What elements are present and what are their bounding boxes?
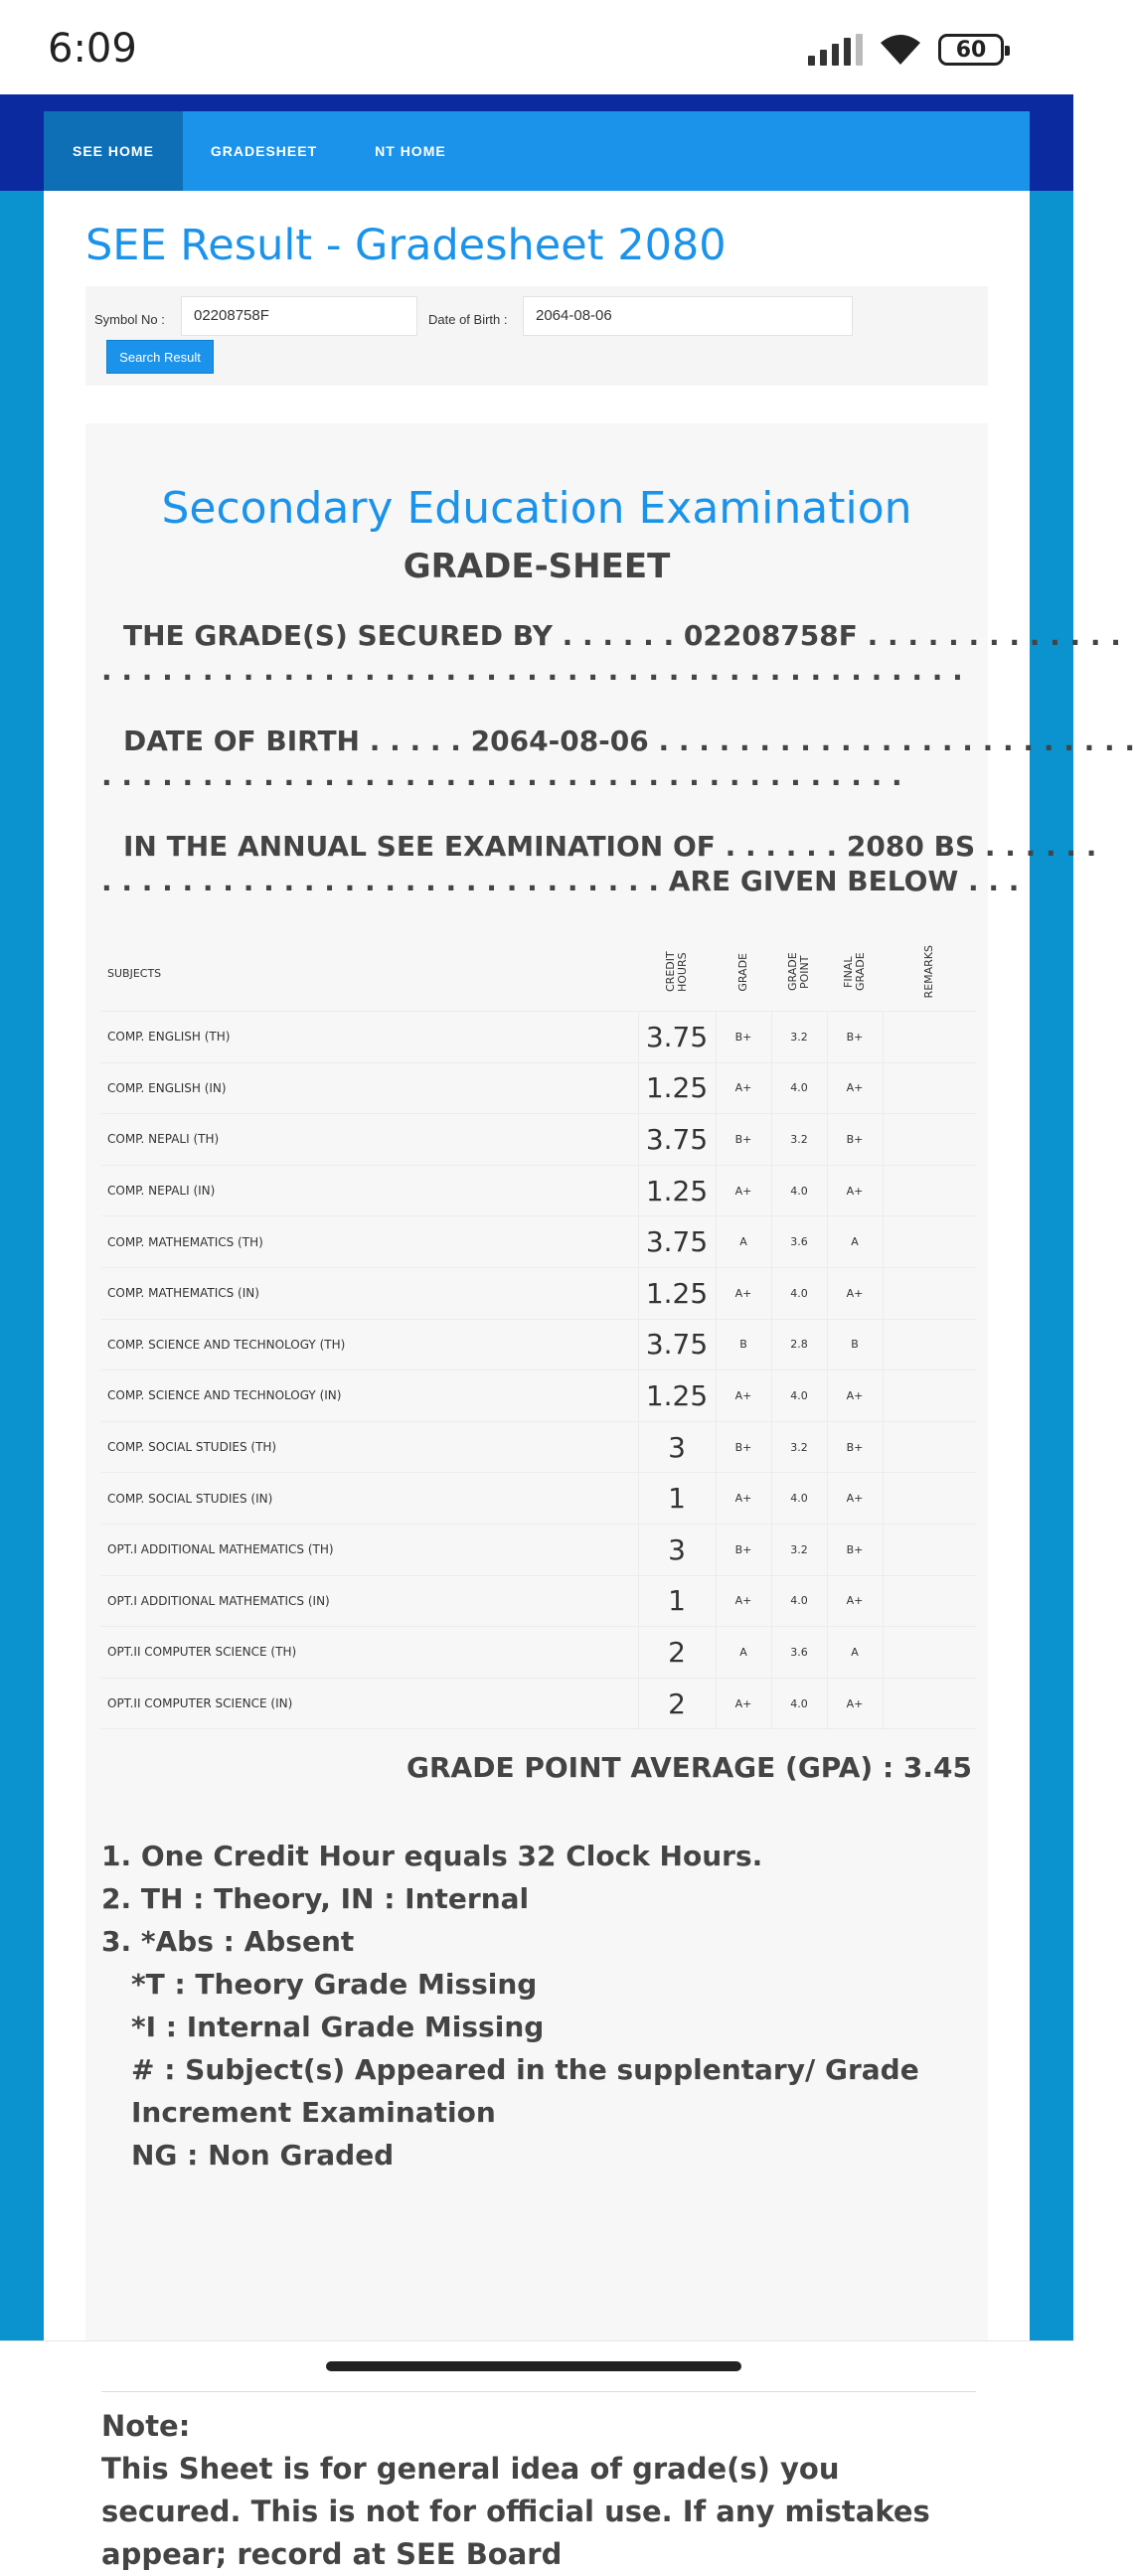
header-credit-hours: CREDIT HOURS: [664, 951, 689, 993]
credit-hours-cell: 1.25: [638, 1370, 716, 1422]
remarks-cell: [883, 1165, 976, 1216]
subject-cell: COMP. ENGLISH (IN): [101, 1062, 638, 1114]
dob-input[interactable]: 2064-08-06: [523, 296, 853, 336]
subject-cell: COMP. MATHEMATICS (TH): [101, 1216, 638, 1268]
subject-cell: OPT.II COMPUTER SCIENCE (IN): [101, 1678, 638, 1729]
legend-line: *T : Theory Grade Missing: [131, 1968, 538, 2001]
table-row: [101, 1012, 976, 1063]
table-row: [101, 1575, 976, 1627]
legend-notes: [101, 1835, 976, 2176]
grade-cell: B+: [716, 1114, 771, 1166]
credit-hours-cell: 3: [638, 1421, 716, 1473]
remarks-cell: [883, 1267, 976, 1319]
credit-hours-cell: 2: [638, 1678, 716, 1729]
subject-cell: OPT.II COMPUTER SCIENCE (TH): [101, 1627, 638, 1679]
table-row: [101, 1627, 976, 1679]
grade-cell: B+: [716, 1421, 771, 1473]
credit-hours-cell: 3.75: [638, 1216, 716, 1268]
grade-cell: A+: [716, 1678, 771, 1729]
header-final-grade: FINAL GRADE: [842, 952, 867, 992]
credit-hours-cell: 1: [638, 1575, 716, 1627]
grade-point-cell: 3.2: [771, 1114, 827, 1166]
table-row: [101, 1421, 976, 1473]
table-header-row: [101, 936, 976, 1012]
remarks-cell: [883, 1524, 976, 1575]
grade-cell: A+: [716, 1267, 771, 1319]
credit-hours-cell: 1.25: [638, 1267, 716, 1319]
table-row: [101, 1473, 976, 1525]
nav-gradesheet[interactable]: GRADESHEET: [210, 143, 318, 159]
legend-line: NG : Non Graded: [131, 2139, 395, 2172]
grade-point-cell: 4.0: [771, 1575, 827, 1627]
credit-hours-cell: 1.25: [638, 1062, 716, 1114]
dob-label: Date of Birth :: [428, 312, 508, 327]
final-grade-cell: A+: [827, 1267, 883, 1319]
secured-by-line2: . . . . . . . . . . . . . . . . . . . . . . . . . . . . . . . . . . . . . . . . . . .: [101, 654, 963, 687]
subject-cell: COMP. SOCIAL STUDIES (TH): [101, 1421, 638, 1473]
symbol-input[interactable]: 02208758F: [181, 296, 417, 336]
grades-table: [101, 936, 976, 1729]
grade-point-cell: 4.0: [771, 1062, 827, 1114]
remarks-cell: [883, 1216, 976, 1268]
remarks-cell: [883, 1062, 976, 1114]
credit-hours-cell: 1.25: [638, 1165, 716, 1216]
symbol-label: Symbol No :: [94, 312, 165, 327]
exam-line1: IN THE ANNUAL SEE EXAMINATION OF . . . . . . 2080 BS . . . . . .: [123, 830, 1097, 863]
subject-cell: COMP. NEPALI (IN): [101, 1165, 638, 1216]
note-block: [101, 2405, 976, 2576]
credit-hours-cell: 3: [638, 1524, 716, 1575]
grade-point-cell: 2.8: [771, 1319, 827, 1370]
table-row: [101, 1319, 976, 1370]
grade-point-cell: 3.6: [771, 1627, 827, 1679]
battery-icon: [938, 34, 1004, 66]
table-row: [101, 1165, 976, 1216]
search-form: [85, 286, 988, 386]
battery-level: 60: [955, 37, 987, 63]
remarks-cell: [883, 1370, 976, 1422]
subject-cell: COMP. SCIENCE AND TECHNOLOGY (IN): [101, 1370, 638, 1422]
grade-point-cell: 3.2: [771, 1012, 827, 1063]
grade-cell: A+: [716, 1062, 771, 1114]
grade-cell: A+: [716, 1473, 771, 1525]
header-subjects: SUBJECTS: [107, 967, 162, 980]
signal-icon: [808, 34, 863, 66]
grade-cell: A+: [716, 1165, 771, 1216]
grade-cell: B+: [716, 1012, 771, 1063]
remarks-cell: [883, 1473, 976, 1525]
grade-point-cell: 4.0: [771, 1267, 827, 1319]
subject-cell: OPT.I ADDITIONAL MATHEMATICS (TH): [101, 1524, 638, 1575]
legend-line: *I : Internal Grade Missing: [131, 2011, 545, 2043]
grade-cell: A: [716, 1627, 771, 1679]
grade-cell: B+: [716, 1524, 771, 1575]
remarks-cell: [883, 1114, 976, 1166]
legend-line: 3. *Abs : Absent: [101, 1925, 355, 1958]
final-grade-cell: A+: [827, 1062, 883, 1114]
subject-cell: OPT.I ADDITIONAL MATHEMATICS (IN): [101, 1575, 638, 1627]
secured-by-line1: THE GRADE(S) SECURED BY . . . . . . 02208758F . . . . . . . . . . . . .: [123, 619, 1121, 652]
grade-cell: A+: [716, 1370, 771, 1422]
search-result-button[interactable]: Search Result: [106, 340, 214, 374]
credit-hours-cell: 3.75: [638, 1319, 716, 1370]
sheet-title: Secondary Education Examination: [161, 483, 912, 534]
divider: [101, 2391, 976, 2392]
legend-line: 2. TH : Theory, IN : Internal: [101, 1882, 530, 1915]
final-grade-cell: A+: [827, 1575, 883, 1627]
remarks-cell: [883, 1575, 976, 1627]
remarks-cell: [883, 1627, 976, 1679]
grade-point-cell: 3.6: [771, 1216, 827, 1268]
final-grade-cell: B+: [827, 1421, 883, 1473]
subject-cell: COMP. SCIENCE AND TECHNOLOGY (TH): [101, 1319, 638, 1370]
header-remarks: REMARKS: [922, 945, 935, 999]
exam-line2: . . . . . . . . . . . . . . . . . . . . . . . . . . . . ARE GIVEN BELOW . . .: [101, 865, 1020, 897]
dob-line2: . . . . . . . . . . . . . . . . . . . . . . . . . . . . . . . . . . . . . . . .: [101, 759, 902, 792]
table-row: [101, 1370, 976, 1422]
final-grade-cell: A: [827, 1627, 883, 1679]
gesture-bar: [0, 2340, 1073, 2385]
grade-point-cell: 4.0: [771, 1473, 827, 1525]
table-row: [101, 1062, 976, 1114]
grade-point-cell: 4.0: [771, 1370, 827, 1422]
final-grade-cell: B: [827, 1319, 883, 1370]
status-icons: [808, 30, 1004, 70]
remarks-cell: [883, 1319, 976, 1370]
grade-point-cell: 3.2: [771, 1421, 827, 1473]
table-row: [101, 1267, 976, 1319]
status-bar: [0, 0, 1073, 94]
grade-point-cell: 3.2: [771, 1524, 827, 1575]
wifi-icon: [879, 33, 922, 67]
final-grade-cell: A+: [827, 1165, 883, 1216]
subject-cell: COMP. ENGLISH (TH): [101, 1012, 638, 1063]
sheet-subtitle: GRADE-SHEET: [403, 547, 671, 586]
nav-nt-home[interactable]: NT HOME: [375, 143, 446, 159]
subject-cell: COMP. SOCIAL STUDIES (IN): [101, 1473, 638, 1525]
final-grade-cell: A+: [827, 1678, 883, 1729]
dob-text: [101, 724, 1135, 793]
table-row: [101, 1216, 976, 1268]
header-grade: GRADE: [736, 952, 749, 992]
credit-hours-cell: 1: [638, 1473, 716, 1525]
remarks-cell: [883, 1012, 976, 1063]
exam-text: [101, 829, 1097, 898]
final-grade-cell: A: [827, 1216, 883, 1268]
grade-cell: B: [716, 1319, 771, 1370]
grade-cell: A: [716, 1216, 771, 1268]
page-title: SEE Result - Gradesheet 2080: [85, 221, 727, 270]
grade-cell: A+: [716, 1575, 771, 1627]
header-grade-point: GRADE POINT: [786, 952, 811, 992]
remarks-cell: [883, 1678, 976, 1729]
final-grade-cell: A+: [827, 1370, 883, 1422]
top-nav: [44, 111, 1030, 191]
credit-hours-cell: 3.75: [638, 1012, 716, 1063]
final-grade-cell: B+: [827, 1524, 883, 1575]
grade-point-cell: 4.0: [771, 1678, 827, 1729]
final-grade-cell: B+: [827, 1114, 883, 1166]
note-text: This Sheet is for general idea of grade(s) you secured. This is not for official use. If any mistakes appear; record at SEE Board: [101, 2452, 930, 2571]
status-time: 6:09: [48, 26, 137, 72]
legend-line: 1. One Credit Hour equals 32 Clock Hours.: [101, 1840, 763, 1872]
subject-cell: COMP. NEPALI (TH): [101, 1114, 638, 1166]
gpa-text: GRADE POINT AVERAGE (GPA) : 3.45: [406, 1751, 972, 1784]
secured-by-text: [101, 618, 1121, 688]
credit-hours-cell: 3.75: [638, 1114, 716, 1166]
home-indicator[interactable]: [326, 2361, 741, 2371]
grade-point-cell: 4.0: [771, 1165, 827, 1216]
main-content: [44, 191, 1135, 2571]
legend-line: # : Subject(s) Appeared in the supplentary/ Grade Increment Examination: [131, 2053, 919, 2129]
credit-hours-cell: 2: [638, 1627, 716, 1679]
final-grade-cell: A+: [827, 1473, 883, 1525]
subject-cell: COMP. MATHEMATICS (IN): [101, 1267, 638, 1319]
gradesheet: [85, 423, 1135, 2571]
table-row: [101, 1524, 976, 1575]
table-row: [101, 1678, 976, 1729]
note-heading: Note:: [101, 2409, 191, 2443]
table-row: [101, 1114, 976, 1166]
final-grade-cell: B+: [827, 1012, 883, 1063]
dob-line1: DATE OF BIRTH . . . . . 2064-08-06 . . . . . . . . . . . . . . . . . . . . . . . .: [123, 724, 1135, 757]
remarks-cell: [883, 1421, 976, 1473]
nav-see-home[interactable]: SEE HOME: [44, 111, 183, 191]
